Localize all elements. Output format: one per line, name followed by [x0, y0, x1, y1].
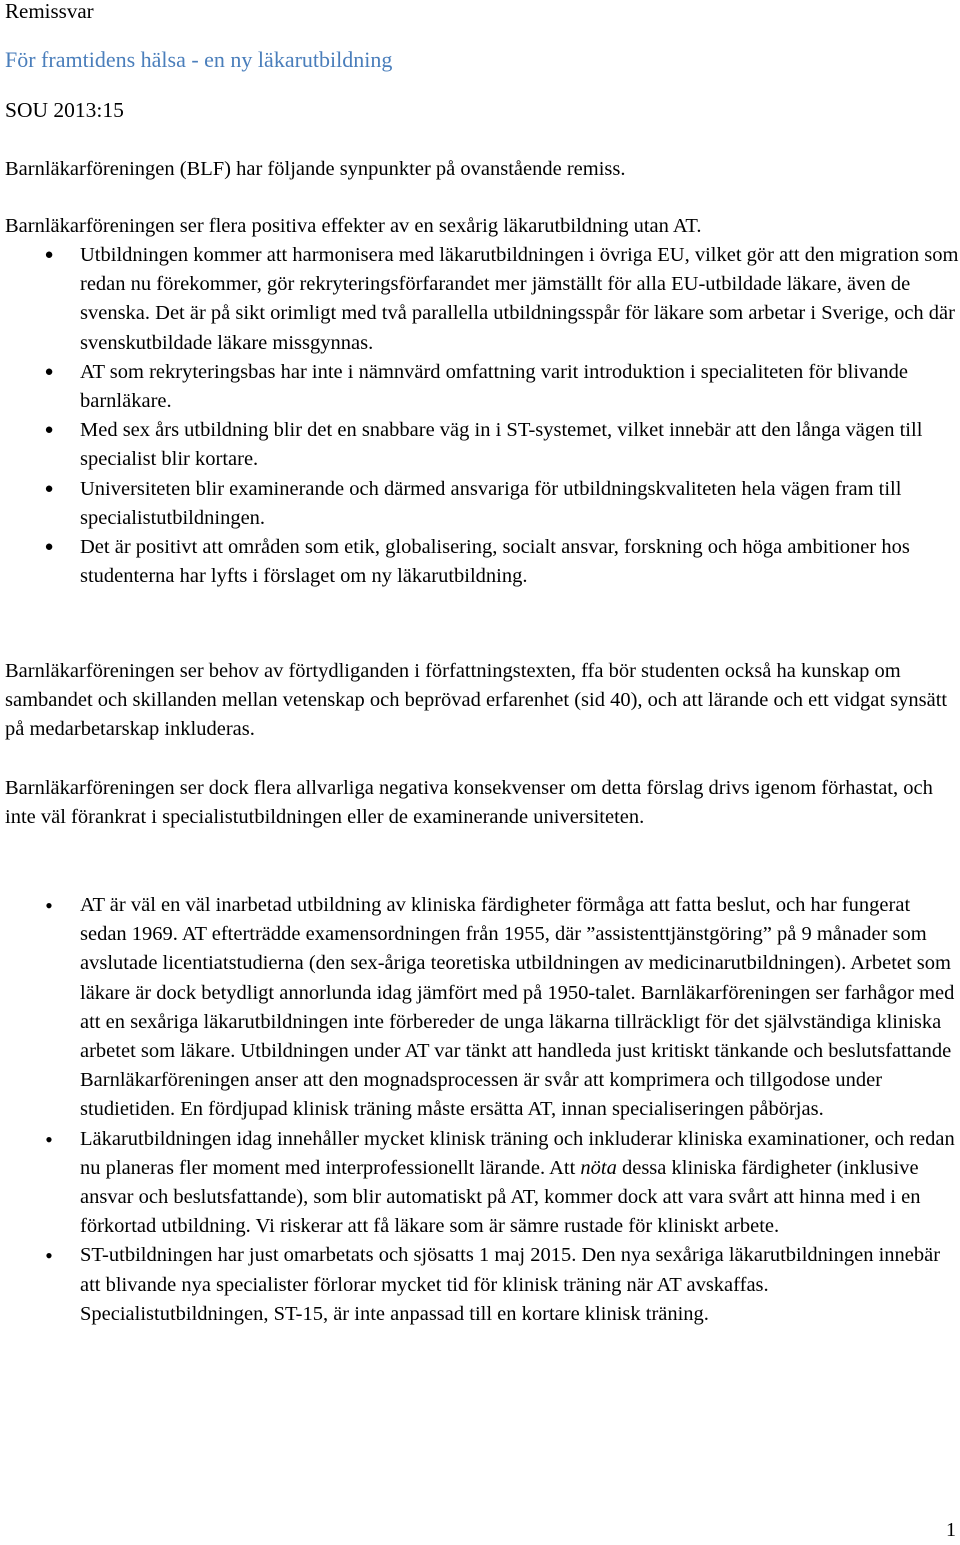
- page-number: 1: [946, 1519, 956, 1541]
- list-item: [5, 358, 960, 416]
- negative-consequences-list: [5, 891, 960, 1329]
- clarification-paragraph: Barnläkarföreningen ser behov av förtydliganden i författningstexten, ffa bör studenten också ha kunskap om sambandet och skillanden mellan vetenskap och beprövad erfarenhet (sid 40), och att lärande och ett vidgat synsätt på medarbetarskap inkluderas.: [5, 660, 948, 741]
- positive-effects-list: [5, 241, 960, 591]
- list-item: [5, 1125, 960, 1242]
- bullet-icon: •: [45, 1126, 53, 1152]
- list-item: [5, 241, 960, 358]
- bullet-icon: ●: [44, 363, 54, 380]
- bullet-icon: ●: [44, 480, 54, 497]
- positive-effects-lead: Barnläkarföreningen ser flera positiva effekter av en sexårig läkarutbildning utan AT.: [5, 215, 702, 237]
- document-reference: SOU 2013:15: [5, 98, 124, 122]
- list-item-text: AT som rekryteringsbas har inte i nämnvärd omfattning varit introduktion i specialiteten för blivande barnläkare.: [80, 360, 908, 413]
- list-item-text-part: ST-utbildningen har just omarbetats och sjösatts 1 maj 2015. Den nya sexåriga läkarutbildningen innebär att blivande nya specialister förlorar mycket tid för klinisk träning när AT avskaffas. Specialistutbildningen, ST-15, är inte anpassad till en kortare klinisk träning.: [80, 1244, 941, 1325]
- document-kicker: Remissvar: [5, 0, 94, 23]
- list-item: [5, 1241, 960, 1329]
- bullet-icon: ●: [44, 539, 54, 556]
- list-item: [5, 475, 960, 533]
- bullet-icon: •: [45, 1243, 53, 1269]
- list-item: [5, 891, 960, 1125]
- list-item-text: Med sex års utbildning blir det en snabbare väg in i ST-systemet, vilket innebär att den långa vägen till specialist blir kortare.: [80, 419, 923, 471]
- list-item-text: [80, 1125, 960, 1242]
- list-item-text-part: dessa kliniska färdigheter (inklusive ansvar och beslutsfattande), som blir automatiskt på AT, kommer dock att vara svårt att hinna med i en förkortad utbildning. Vi riskerar att få läkare som är sämre rustade för kliniskt arbete.: [80, 1156, 921, 1238]
- intro-paragraph: Barnläkarföreningen (BLF) har följande synpunkter på ovanstående remiss.: [5, 158, 626, 180]
- emphasized-word: nöta: [580, 1156, 617, 1179]
- list-item-text: Universiteten blir examinerande och därmed ansvariga för utbildningskvaliteten hela vägen fram till specialistutbildningen.: [80, 477, 902, 529]
- negative-consequences-paragraph: Barnläkarföreningen ser dock flera allvarliga negativa konsekvenser om detta förslag drivs igenom förhastat, och inte väl förankrat i specialistutbildningen eller de examinerande universiteten.: [5, 777, 933, 829]
- bullet-icon: ●: [44, 247, 54, 263]
- bullet-icon: ●: [44, 422, 54, 439]
- list-item-text: [80, 891, 960, 1125]
- list-item-text-part: Läkarutbildningen idag innehåller mycket klinisk träning och inkluderar kliniska examinationer, och redan nu planeras fler moment med interprofessionellt lärande. Att: [80, 1127, 955, 1179]
- list-item: [5, 533, 960, 591]
- bullet-icon: •: [45, 893, 53, 918]
- list-item: [5, 416, 960, 474]
- list-item-text-part: AT är väl en väl inarbetad utbildning av kliniska färdigheter förmåga att fatta beslut, och har fungerat sedan 1969. AT efterträdde examensordningen från 1955, där ”assistenttjänstgöring” på 9 månader som avslutade licentiatstudierna (den sex-åriga teoretiska utbildningen av medicinarutbildningen). Arbetet som läkare är dock betydligt annorlunda idag jämfört med på 1950-talet. Barnläkarföreningen ser farhågor med att en sexåriga läkarutbildningen inte förbereder de unga läkarna tillräckligt för det självständiga kliniska arbetet som läkare. Utbildningen under AT var tänkt att handleda just kritiskt tänkande och beslutsfattande Barnläkarföreningen anser att den mognadsprocessen är svår att komprimera och tillgodose under studietiden. En fördjupad klinisk träning måste ersätta AT, innan specialiseringen påbörjas.: [80, 894, 955, 1121]
- document-title: För framtidens hälsa - en ny läkarutbildning: [5, 47, 393, 72]
- list-item-text: [80, 1241, 960, 1329]
- list-item-text: Det är positivt att områden som etik, globalisering, socialt ansvar, forskning och höga ambitioner hos studenterna har lyfts i förslaget om ny läkarutbildning.: [80, 536, 910, 588]
- list-item-text: Utbildningen kommer att harmonisera med läkarutbildningen i övriga EU, vilket gör att den migration som redan nu förekommer, gör rekryteringsförfarandet mer jämställt för alla EU-utbildade läkare, även de svenska. Det är på sikt orimligt med två parallella utbildningsspår för läkare som arbetar i Sverige, och där svenskutbildade läkare missgynnas.: [80, 244, 959, 354]
